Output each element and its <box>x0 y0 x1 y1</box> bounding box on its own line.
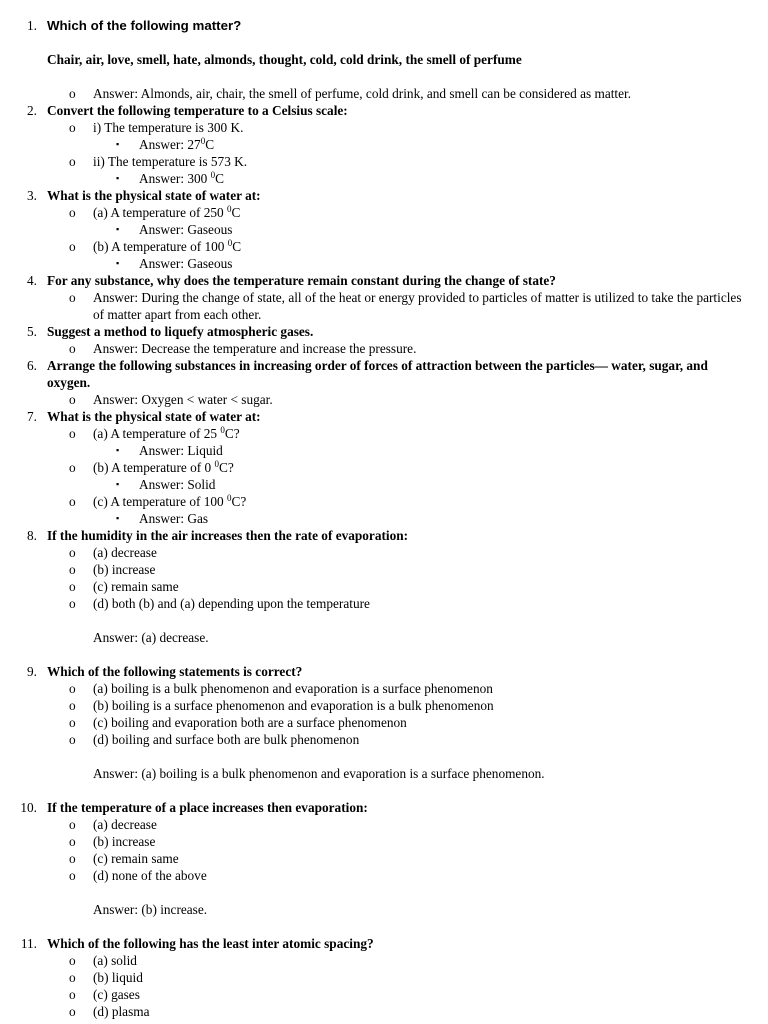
question-number: 9. <box>27 664 37 679</box>
sub-question-text: (b) A temperature of 0 <box>93 460 215 475</box>
sub-question-text: i) The temperature is 300 K. <box>93 120 244 135</box>
bullet-square: ▪ <box>116 479 120 489</box>
option-item <box>0 1003 768 1020</box>
sub-question-text: (c) A temperature of 100 <box>93 494 228 509</box>
degree-superscript: 0 <box>227 204 232 214</box>
bullet-circle: o <box>69 154 76 169</box>
degree-superscript: 0 <box>227 238 233 248</box>
question-text: What is the physical state of water at: <box>47 188 261 203</box>
option-item <box>0 969 768 986</box>
option-item <box>0 731 768 748</box>
option-item <box>0 544 768 561</box>
question-text: Convert the following temperature to a Celsius scale: <box>47 103 348 118</box>
unit-text: C? <box>231 494 247 509</box>
sub-question <box>0 459 768 476</box>
question-text: If the temperature of a place increases then evaporation: <box>47 800 368 815</box>
bullet-circle: o <box>69 460 76 475</box>
unit-text: C? <box>218 460 234 475</box>
option-text: (b) increase <box>93 834 156 849</box>
sub-question <box>0 493 768 510</box>
question-10 <box>0 799 768 816</box>
option-text: (a) decrease <box>93 817 157 832</box>
question-number: 11. <box>20 936 37 951</box>
question-number: 4. <box>27 273 37 288</box>
answer-line <box>0 510 768 527</box>
sub-question <box>0 204 768 221</box>
degree-superscript: 0 <box>220 425 225 435</box>
answer-text: Answer: Gaseous <box>139 256 233 271</box>
bullet-circle: o <box>69 732 76 747</box>
answer-text: Answer: Solid <box>139 477 216 492</box>
bullet-circle: o <box>69 290 76 305</box>
answer-line <box>0 476 768 493</box>
sub-question-text: ii) The temperature is 573 K. <box>93 154 248 169</box>
option-item <box>0 714 768 731</box>
answer-text: Answer: During the change of state, all of the heat or energy provided to particles of matter is utilized to take the particles of matter apart from each other. <box>93 290 742 322</box>
question-text: Which of the following matter? <box>47 18 242 33</box>
bullet-circle: o <box>69 681 76 696</box>
answer-line <box>0 391 768 408</box>
question-2 <box>0 102 768 119</box>
bullet-circle: o <box>69 834 76 849</box>
option-item <box>0 850 768 867</box>
question-number: 10. <box>20 800 37 815</box>
bullet-circle: o <box>69 987 76 1002</box>
bullet-square: ▪ <box>116 445 120 455</box>
question-text: If the humidity in the air increases then the rate of evaporation: <box>47 528 409 543</box>
bullet-square: ▪ <box>116 173 120 183</box>
answer-line <box>0 289 768 323</box>
sub-question <box>0 153 768 170</box>
question-number: 7. <box>27 409 37 424</box>
question-8 <box>0 527 768 544</box>
answer-text: Answer: (a) boiling is a bulk phenomenon and evaporation is a surface phenomenon. <box>93 766 545 781</box>
bullet-circle: o <box>69 341 76 356</box>
option-item <box>0 986 768 1003</box>
option-text: (a) boiling is a bulk phenomenon and evaporation is a surface phenomenon <box>93 681 493 696</box>
bullet-circle: o <box>69 579 76 594</box>
bullet-square: ▪ <box>116 513 120 523</box>
option-item <box>0 595 768 612</box>
answer-line <box>0 765 768 782</box>
bullet-circle: o <box>69 494 76 509</box>
question-number: 8. <box>27 528 37 543</box>
answer-line <box>0 901 768 918</box>
bullet-circle: o <box>69 120 76 135</box>
option-item <box>0 816 768 833</box>
option-text: (d) plasma <box>93 1004 150 1019</box>
question-number: 5. <box>27 324 37 339</box>
option-text: (c) boiling and evaporation both are a surface phenomenon <box>93 715 407 730</box>
answer-line <box>0 629 768 646</box>
answer-line <box>0 442 768 459</box>
answer-line <box>0 221 768 238</box>
question-9 <box>0 663 768 680</box>
answer-text: Answer: Almonds, air, chair, the smell of perfume, cold drink, and smell can be considered as matter. <box>93 86 632 101</box>
bullet-circle: o <box>69 545 76 560</box>
bullet-circle: o <box>69 868 76 883</box>
answer-line <box>0 255 768 272</box>
unit-text: C <box>231 205 241 220</box>
question-4 <box>0 272 768 289</box>
bullet-circle: o <box>69 851 76 866</box>
question-number: 6. <box>27 358 37 373</box>
degree-superscript: 0 <box>227 493 232 503</box>
unit-text: C? <box>224 426 240 441</box>
option-text: (d) both (b) and (a) depending upon the temperature <box>93 596 370 611</box>
question-1 <box>0 17 768 34</box>
option-text: (a) solid <box>93 953 137 968</box>
question-text: What is the physical state of water at: <box>47 409 261 424</box>
question-number: 2. <box>27 103 37 118</box>
bullet-circle: o <box>69 562 76 577</box>
answer-text: Answer: Gaseous <box>139 222 233 237</box>
answer-line <box>0 136 768 153</box>
answer-text: Answer: Gas <box>139 511 209 526</box>
question-text: Arrange the following substances in increasing order of forces of attraction between the particles— water, sugar, and oxygen. <box>47 358 708 390</box>
option-item <box>0 867 768 884</box>
sub-question <box>0 238 768 255</box>
bullet-circle: o <box>69 205 76 220</box>
bullet-circle: o <box>69 970 76 985</box>
answer-text: Answer: 300 <box>139 171 211 186</box>
unit-text: C <box>232 239 242 254</box>
answer-text: Answer: 27 <box>139 137 201 152</box>
question-text: Which of the following has the least inter atomic spacing? <box>47 936 374 951</box>
bullet-square: ▪ <box>116 258 120 268</box>
question-11 <box>0 935 768 952</box>
bullet-square: ▪ <box>116 139 120 149</box>
option-text: (b) liquid <box>93 970 143 985</box>
option-item <box>0 833 768 850</box>
answer-text: Answer: (b) increase. <box>93 902 208 917</box>
answer-text: Answer: Decrease the temperature and increase the pressure. <box>93 341 417 356</box>
question-1-items <box>0 51 768 68</box>
option-text: (b) boiling is a surface phenomenon and evaporation is a bulk phenomenon <box>93 698 494 713</box>
answer-line <box>0 85 768 102</box>
bullet-circle: o <box>69 1004 76 1019</box>
question-text: Suggest a method to liquefy atmospheric gases. <box>47 324 314 339</box>
question-text: For any substance, why does the temperature remain constant during the change of state? <box>47 273 556 288</box>
degree-superscript: 0 <box>214 459 219 469</box>
bullet-circle: o <box>69 239 76 254</box>
option-item <box>0 578 768 595</box>
degree-superscript: 0 <box>200 136 206 146</box>
answer-line <box>0 340 768 357</box>
option-item <box>0 561 768 578</box>
option-text: (c) remain same <box>93 851 179 866</box>
unit-text: C <box>215 171 225 186</box>
question-5 <box>0 323 768 340</box>
bullet-circle: o <box>69 426 76 441</box>
question-text: Which of the following statements is correct? <box>47 664 303 679</box>
option-item <box>0 680 768 697</box>
bullet-circle: o <box>69 392 76 407</box>
question-number: 1. <box>27 18 37 33</box>
answer-line <box>0 170 768 187</box>
option-text: (c) gases <box>93 987 140 1002</box>
degree-superscript: 0 <box>210 170 216 180</box>
bullet-circle: o <box>69 715 76 730</box>
bullet-circle: o <box>69 596 76 611</box>
bullet-circle: o <box>69 86 76 101</box>
unit-text: C <box>205 137 215 152</box>
question-6 <box>0 357 768 391</box>
option-text: (d) boiling and surface both are bulk phenomenon <box>93 732 360 747</box>
option-text: (b) increase <box>93 562 156 577</box>
answer-text: Answer: (a) decrease. <box>93 630 209 645</box>
question-number: 3. <box>27 188 37 203</box>
bullet-square: ▪ <box>116 224 120 234</box>
option-text: (c) remain same <box>93 579 179 594</box>
bullet-circle: o <box>69 698 76 713</box>
option-item <box>0 697 768 714</box>
sub-question-text: (a) A temperature of 250 <box>93 205 228 220</box>
sub-question <box>0 425 768 442</box>
sub-question-text: (b) A temperature of 100 <box>93 239 228 254</box>
question-3 <box>0 187 768 204</box>
option-text: (a) decrease <box>93 545 157 560</box>
option-item <box>0 952 768 969</box>
sub-question-text: (a) A temperature of 25 <box>93 426 221 441</box>
bullet-circle: o <box>69 953 76 968</box>
bullet-circle: o <box>69 817 76 832</box>
answer-text: Answer: Oxygen < water < sugar. <box>93 392 273 407</box>
sub-question <box>0 119 768 136</box>
answer-text: Answer: Liquid <box>139 443 223 458</box>
option-text: (d) none of the above <box>93 868 207 883</box>
question-7 <box>0 408 768 425</box>
question-subtext: Chair, air, love, smell, hate, almonds, thought, cold, cold drink, the smell of perfume <box>47 52 522 67</box>
